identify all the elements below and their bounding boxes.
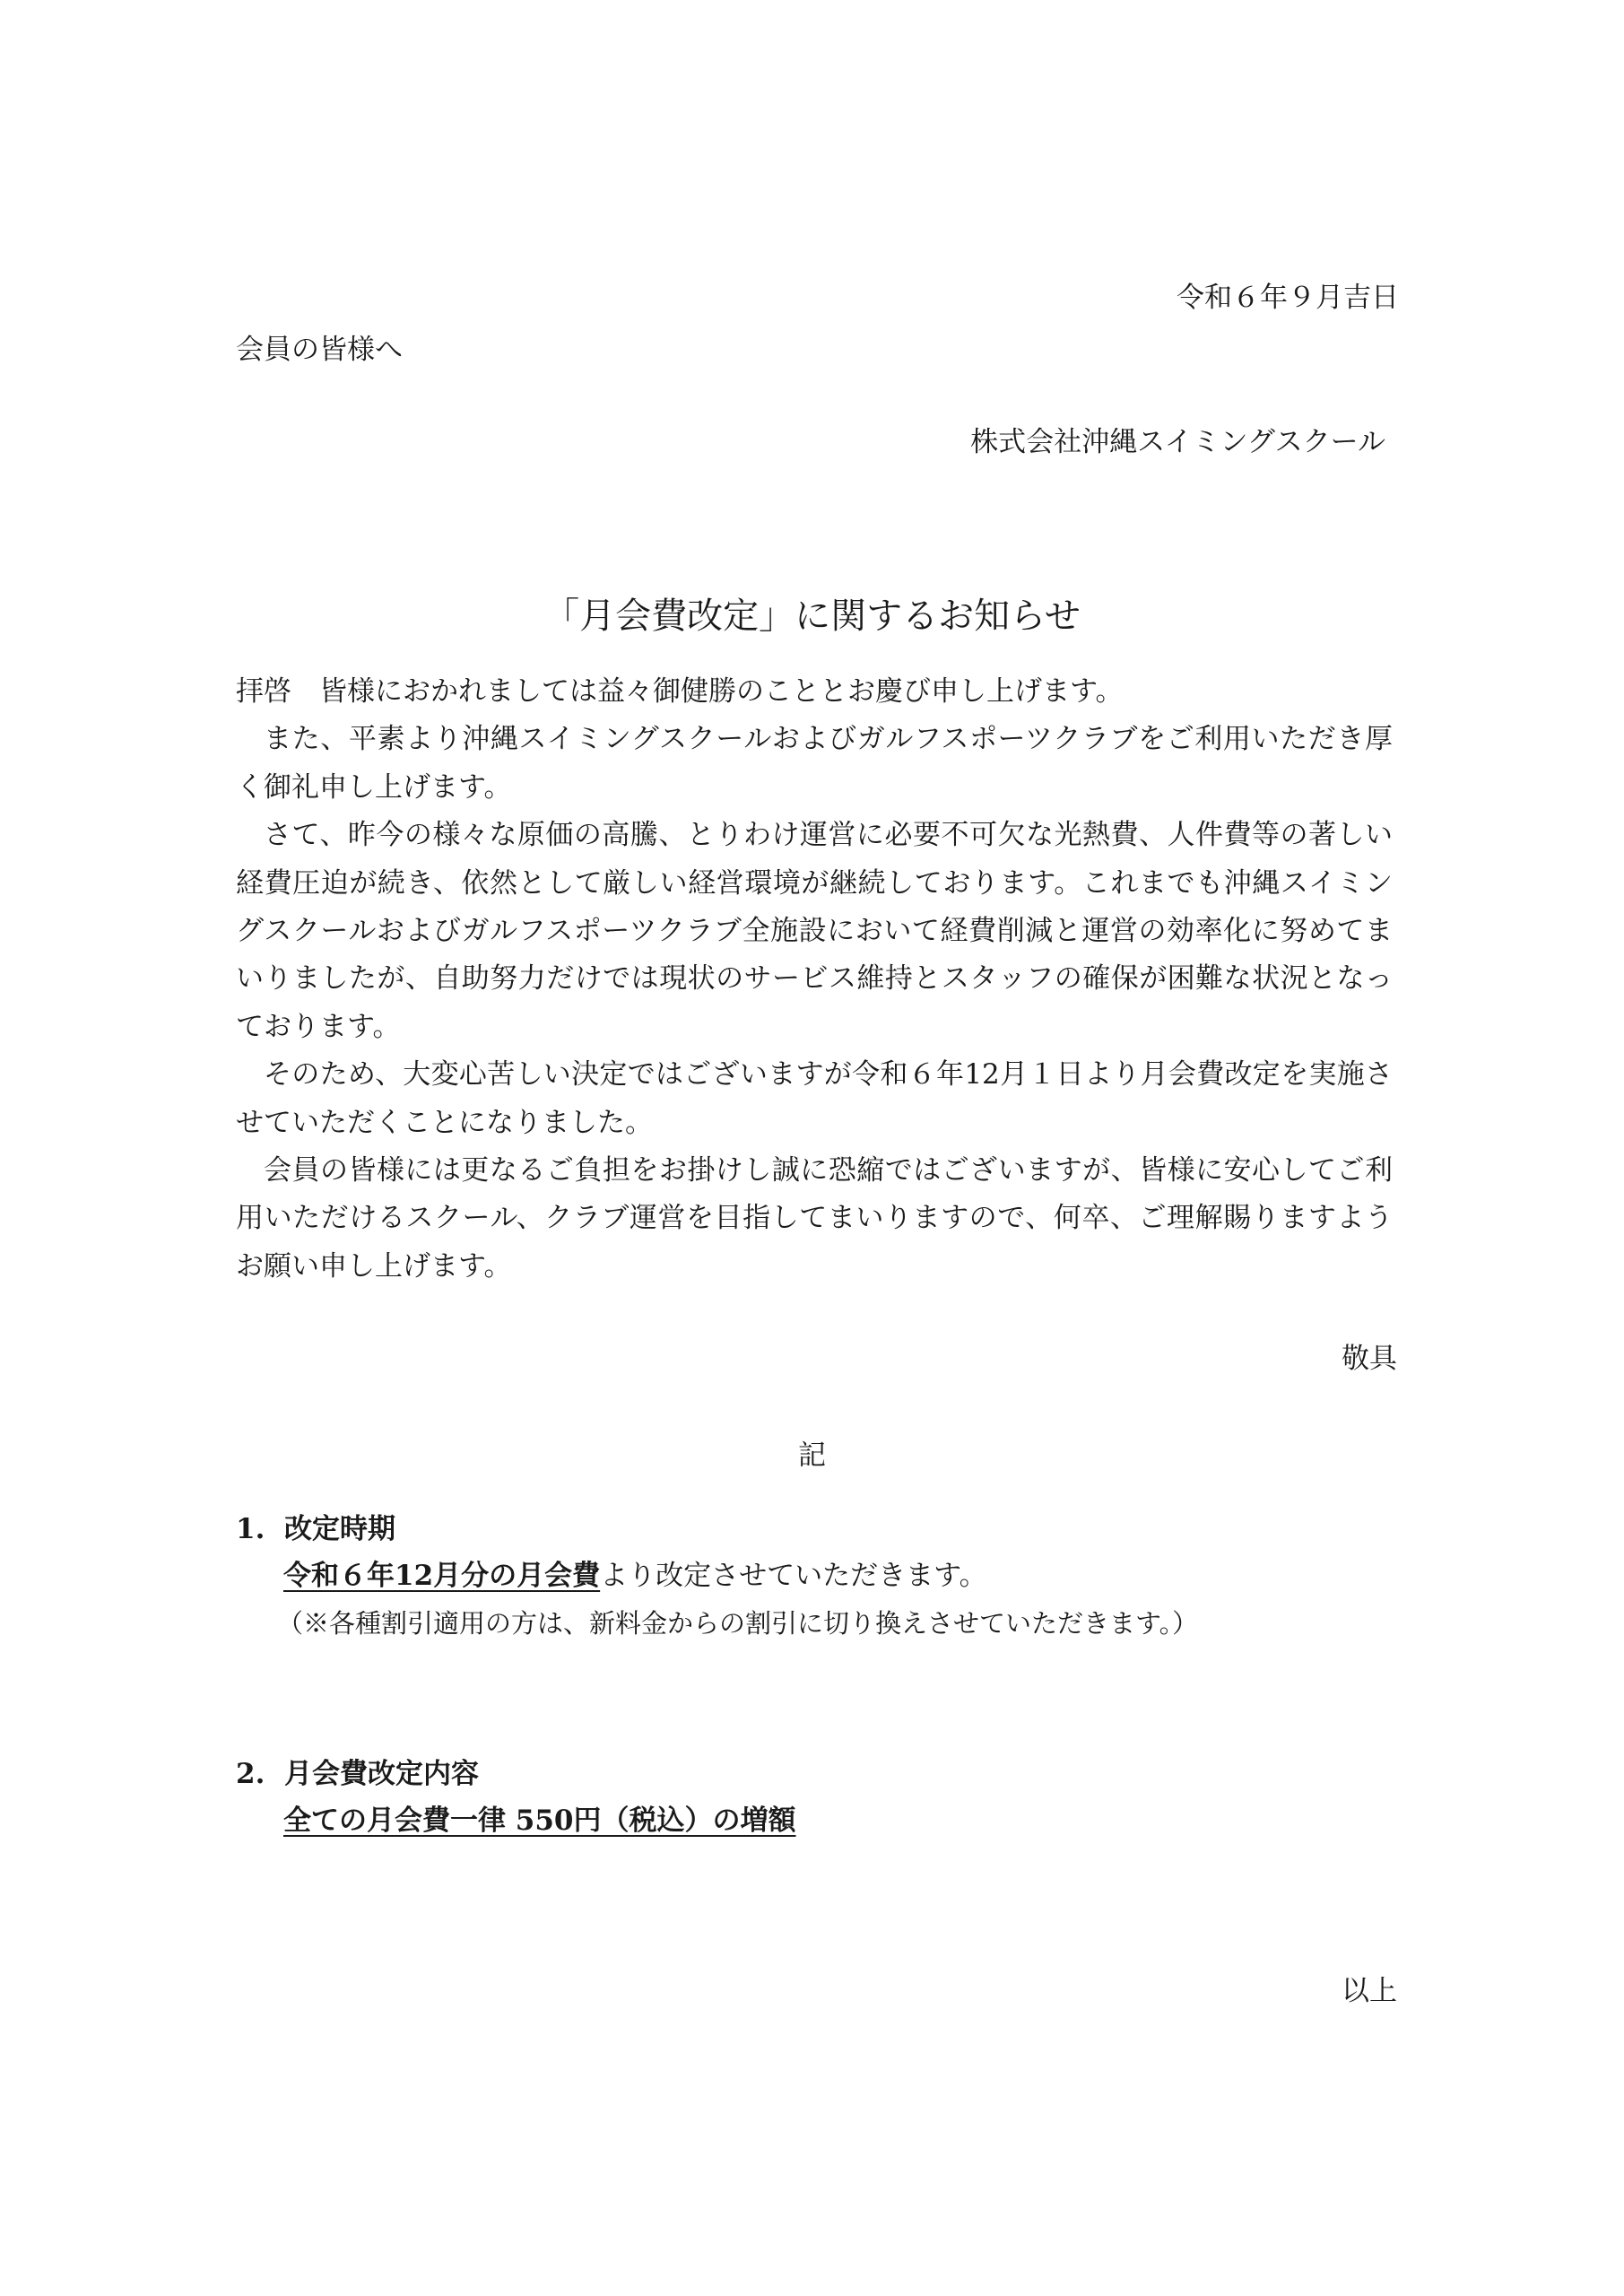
end-mark: 以上: [1342, 1975, 1397, 2007]
thanks-paragraph: また、平素より沖縄スイミングスクールおよびガルフスポーツクラブをご利用いただき厚く御礼申し上げます。: [236, 723, 1393, 804]
item-2-emphasis: 全ての月会費一律 550円（税込）の増額: [283, 1805, 796, 1837]
document-title: 「月会費改定」に関するお知らせ: [543, 596, 1081, 637]
closing-keigu: 敬具: [1342, 1343, 1397, 1375]
letter-body: [236, 668, 1393, 1291]
item-1-line: [283, 1558, 987, 1594]
reason-paragraph: さて、昨今の様々な原価の高騰、とりわけ運営に必要不可欠な光熱費、人件費等の著しい経費圧迫が続き、依然として厳しい経営環境が継続しております。これまでも沖縄スイミングスクールおよびガルフスポーツクラブ全施設において経費削減と運営の効率化に努めてまいりましたが、自助努力だけでは現状のサービス維持とスタッフの確保が困難な状況となっております。: [236, 819, 1393, 1043]
decision-paragraph: そのため、大変心苦しい決定ではございますが令和６年12月１日より月会費改定を実施させていただくことになりました。: [236, 1058, 1393, 1139]
item-2-title: 月会費改定内容: [284, 1758, 479, 1790]
item-1-heading: [236, 1511, 395, 1547]
item-2-heading: [236, 1756, 479, 1792]
item-1-emphasis: 令和６年12月分の月会費: [283, 1560, 601, 1592]
request-paragraph: 会員の皆様には更なるご負担をお掛けし誠に恐縮ではございますが、皆様に安心してご利用いただけるスクール、クラブ運営を目指してまいりますので、何卒、ご理解賜りますようお願い申し上げます。: [236, 1154, 1393, 1283]
ki-heading: 記: [798, 1439, 826, 1472]
item-2-number: 2.: [236, 1758, 265, 1790]
item-1-number: 1.: [236, 1513, 265, 1545]
addressee: 会員の皆様へ: [236, 334, 403, 366]
sender-company: 株式会社沖縄スイミングスクール: [970, 426, 1385, 458]
item-2-line: [283, 1803, 796, 1839]
issue-date: 令和６年９月吉日: [1177, 282, 1399, 314]
item-1-note: （※各種割引適用の方は、新料金からの割引に切り換えさせていただきます。）: [277, 1608, 1199, 1639]
item-1-title: 改定時期: [284, 1513, 395, 1545]
greeting-paragraph: 拝啓 皆様におかれましては益々御健勝のこととお慶び申し上げます。: [236, 675, 1124, 708]
item-1-line-rest: より改定させていただきます。: [600, 1560, 987, 1592]
